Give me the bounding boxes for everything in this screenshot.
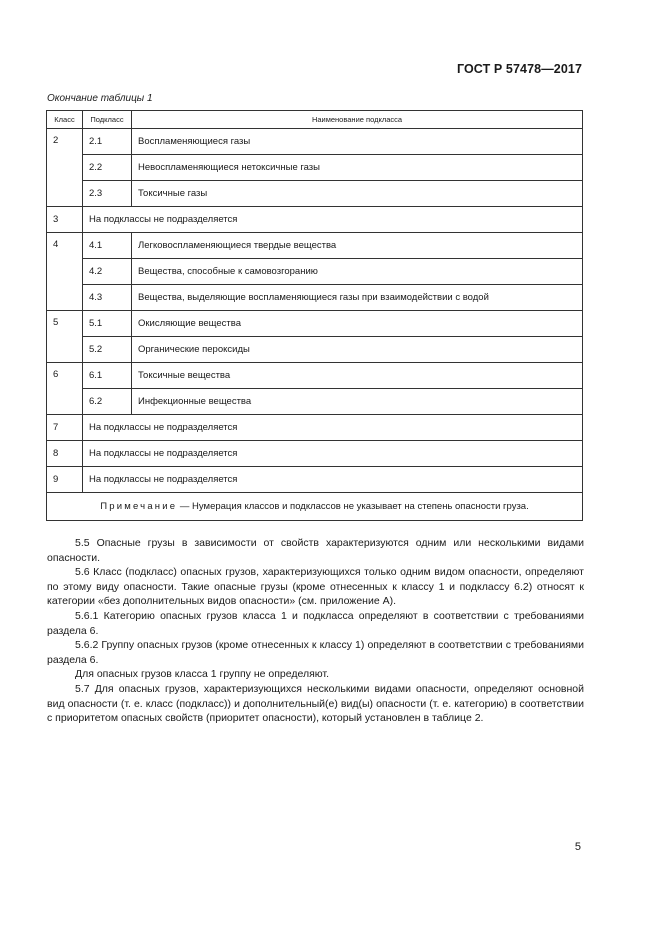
- class-cell: 6: [47, 363, 83, 415]
- class-cell: 3: [47, 207, 83, 233]
- table-row: [47, 129, 583, 155]
- table-row: [47, 181, 583, 207]
- table-row: [47, 207, 583, 233]
- subclass-cell: 2.3: [83, 181, 132, 207]
- subclass-name-cell: Воспламеняющиеся газы: [132, 129, 583, 155]
- document-standard-number: ГОСТ Р 57478—2017: [456, 62, 582, 76]
- paragraph-5-6-1: 5.6.1 Категорию опасных грузов класса 1 и подкласса определяют в соответствии с требованиями раздела 6.: [47, 609, 584, 637]
- paragraph-5-7: 5.7 Для опасных грузов, характеризующихся несколькими видами опасности, определяют основной вид опасности (т. е. класс (подкласс)) и дополнительный(е) вид(ы) опасности (т. е. категорию) в соответствии с приоритетом опасных свойств (приоритет опасности), который установлен в таблице 2.: [47, 682, 584, 725]
- subclass-name-cell: Инфекционные вещества: [132, 389, 583, 415]
- class-cell: 2: [47, 129, 83, 207]
- subclass-cell: 6.2: [83, 389, 132, 415]
- table-row: [47, 155, 583, 181]
- table-row: [47, 337, 583, 363]
- subclass-name-cell: Вещества, способные к самовозгоранию: [132, 259, 583, 285]
- page-number: 5: [574, 841, 581, 853]
- paragraph-5-6-2: 5.6.2 Группу опасных грузов (кроме отнесенных к классу 1) определяют в соответствии с требованиями раздела 6.: [47, 639, 584, 666]
- hazard-class-table: [46, 110, 583, 521]
- table-row: [47, 233, 583, 259]
- table-note-row: [47, 493, 583, 521]
- table-row: [47, 363, 583, 389]
- subclass-cell: 6.1: [83, 363, 132, 389]
- paragraph-class1-group: Для опасных грузов класса 1 группу не определяют.: [75, 668, 329, 681]
- table-note: [47, 493, 583, 521]
- column-header-class: Класс: [47, 111, 83, 129]
- no-subclass-cell: На подклассы не подразделяется: [83, 441, 583, 467]
- table-row: [47, 441, 583, 467]
- table-row: [47, 415, 583, 441]
- table-row: [47, 285, 583, 311]
- no-subclass-cell: На подклассы не подразделяется: [83, 415, 583, 441]
- subclass-name-cell: Невоспламеняющиеся нетоксичные газы: [132, 155, 583, 181]
- class-cell: 7: [47, 415, 83, 441]
- class-cell: 5: [47, 311, 83, 363]
- subclass-cell: 4.1: [83, 233, 132, 259]
- subclass-name-cell: Легковоспламеняющиеся твердые вещества: [132, 233, 583, 259]
- subclass-name-cell: Окисляющие вещества: [132, 311, 583, 337]
- class-cell: 4: [47, 233, 83, 311]
- class-cell: 8: [47, 441, 83, 467]
- note-text: — Нумерация классов и подклассов не указывает на степень опасности груза.: [177, 501, 529, 512]
- subclass-cell: 5.1: [83, 311, 132, 337]
- table-row: [47, 467, 583, 493]
- body-text: [47, 536, 584, 726]
- table-row: [47, 389, 583, 415]
- no-subclass-cell: На подклассы не подразделяется: [83, 467, 583, 493]
- no-subclass-cell: На подклассы не подразделяется: [83, 207, 583, 233]
- column-header-subclass: Подкласс: [83, 111, 132, 129]
- subclass-name-cell: Токсичные вещества: [132, 363, 583, 389]
- subclass-cell: 4.2: [83, 259, 132, 285]
- column-header-subclass-name: Наименование подкласса: [132, 111, 583, 129]
- paragraph-5-6: 5.6 Класс (подкласс) опасных грузов, характеризующихся только одним видом опасности, определяют по этому виду опасности. Такие опасные грузы (кроме отнесенных к классу 1 и подклассу 6.2) относят к категории «без дополнительных видов опасности» (см. приложение А).: [47, 566, 584, 608]
- table-caption: Окончание таблицы 1: [47, 93, 153, 104]
- subclass-cell: 4.3: [83, 285, 132, 311]
- subclass-cell: 5.2: [83, 337, 132, 363]
- subclass-name-cell: Токсичные газы: [132, 181, 583, 207]
- subclass-name-cell: Вещества, выделяющие воспламеняющиеся газы при взаимодействии с водой: [132, 285, 583, 311]
- subclass-cell: 2.2: [83, 155, 132, 181]
- note-label: Примечание: [100, 501, 178, 512]
- subclass-name-cell: Органические пероксиды: [132, 337, 583, 363]
- table-row: [47, 259, 583, 285]
- paragraph-5-5: 5.5 Опасные грузы в зависимости от свойств характеризуются одним или несколькими видами опасности.: [47, 537, 584, 564]
- table-row: [47, 311, 583, 337]
- subclass-cell: 2.1: [83, 129, 132, 155]
- table-header-row: [47, 111, 583, 129]
- class-cell: 9: [47, 467, 83, 493]
